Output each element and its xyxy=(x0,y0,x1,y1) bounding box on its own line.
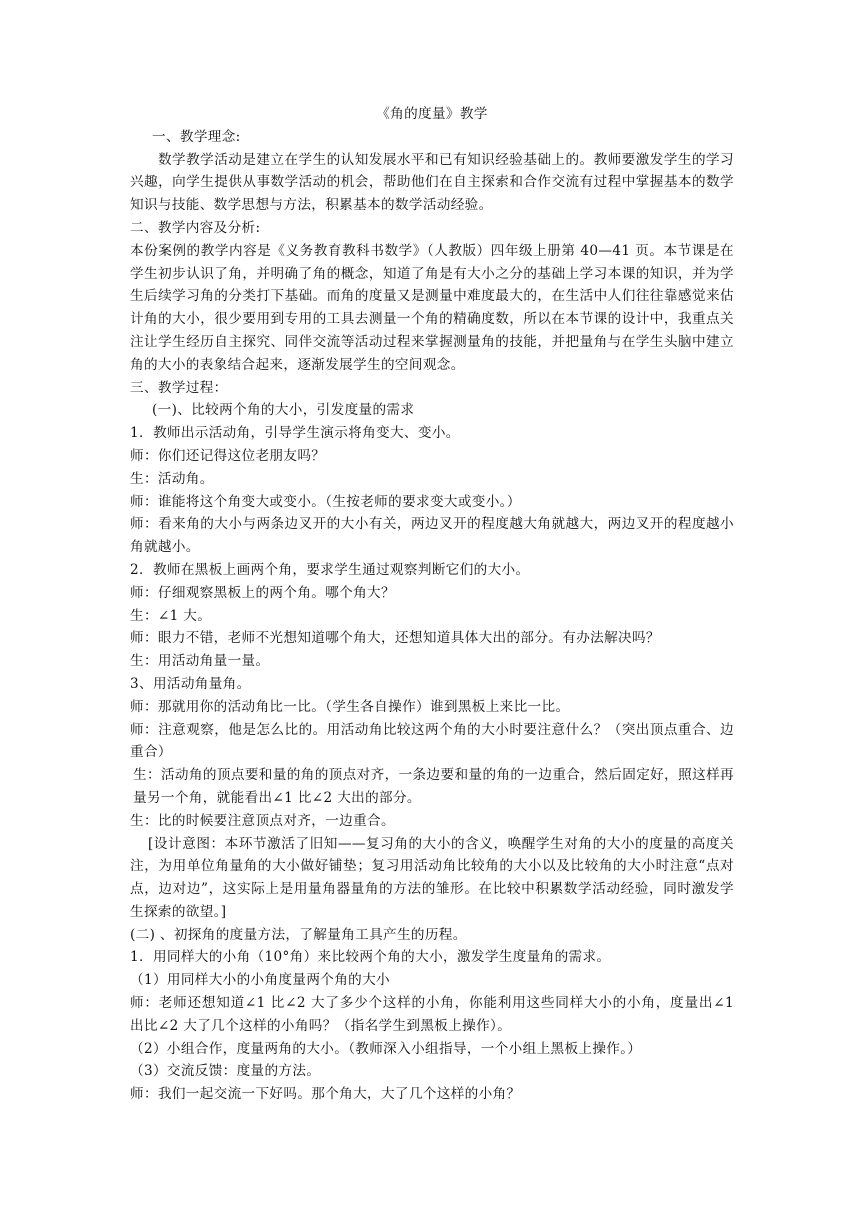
dialogue-line: 师：那就用你的活动角比一比。（学生各自操作）谁到黑板上来比一比。 xyxy=(130,698,570,715)
section-heading-content-analysis: 二、教学内容及分析: xyxy=(130,219,261,236)
document-body xyxy=(130,103,734,1106)
dialogue-line: 师：我们一起交流一下好吗。那个角大，大了几个这样的小角？ xyxy=(130,1086,521,1103)
dialogue-line: 师：仔细观察黑板上的两个角。哪个角大？ xyxy=(130,584,395,601)
dialogue-line: 生：活动角。 xyxy=(130,470,214,487)
dialogue-line: 师：你们还记得这位老朋友吗？ xyxy=(130,447,326,464)
section-heading-teaching-philosophy: 一、教学理念: xyxy=(152,128,241,145)
step-1: 1．教师出示活动角，引导学生演示将角变大、变小。 xyxy=(130,425,460,442)
dialogue-line: 生：活动角的顶点要和量的角的顶点对齐，一条边要和量的角的一边重合，然后固定好，照这样再量另一个角，就能看出∠1 比∠2 大出的部分。 xyxy=(133,767,734,806)
substep-3: （3）交流反馈：度量的方法。 xyxy=(130,1063,321,1080)
dialogue-line: 生：∠1 大。 xyxy=(130,607,212,624)
step-3: 3、用活动角量角。 xyxy=(130,675,251,692)
dialogue-line: 生：用活动角量一量。 xyxy=(130,653,270,670)
document-title: 《角的度量》教学 xyxy=(376,106,488,122)
substep-1: （1）用同样大小的小角度量两个角的大小 xyxy=(130,972,390,989)
subsection-heading-1: (一)、比较两个角的大小，引发度量的需求 xyxy=(152,402,415,419)
step-2: 2．教师在黑板上画两个角，要求学生通过观察判断它们的大小。 xyxy=(130,561,530,578)
section-heading-teaching-process: 三、教学过程： xyxy=(130,379,228,396)
dialogue-line: 生：比的时候要注意顶点对齐，一边重合。 xyxy=(130,812,395,829)
paragraph-philosophy: 数学教学活动是建立在学生的认知发展水平和已有知识经验基础上的。教师要激发学生的学习兴趣，向学生提供从事数学活动的机会，帮助他们在自主探索和合作交流有过程中掌握基本的数学知识与技能、数学思想与方法，积累基本的数学活动经验。 xyxy=(130,151,734,214)
design-intent-note: [设计意图：本环节激活了旧知——复习角的大小的含义，唤醒学生对角的大小的度量的高度关注，为用单位角量角的大小做好铺垫；复习用活动角比较角的大小以及比较角的大小时注意“点对点，边对边”，这实际上是用量角器量角的方法的雏形。在比较中积累数学活动经验，同时激发学生探索的欲望。] xyxy=(130,835,734,920)
paragraph-content-analysis: 本份案例的教学内容是《义务教育教科书数学》（人教版）四年级上册第 40—41 页。本节课是在学生初步认识了角，并明确了角的概念，知道了角是有大小之分的基础上学习本课的知识，并为学生后续学习角的分类打下基础。而角的度量又是测量中难度最大的，在生活中人们往往靠感觉来估计角的大小，很少要用到专用的工具去测量一个角的精确度数，所以在本节课的设计中，我重点关注让学生经历自主探究、同伴交流等活动过程来掌握测量角的技能，并把量角与在学生头脑中建立角的大小的表象结合起来，逐渐发展学生的空间观念。 xyxy=(130,242,734,373)
dialogue-line: 师：老师还想知道∠1 比∠2 大了多少个这样的小角，你能利用这些同样大小的小角，度量出∠1 出比∠2 大了几个这样的小角吗？（指名学生到黑板上操作）。 xyxy=(130,995,734,1034)
dialogue-line: 师：看来角的大小与两条边叉开的大小有关，两边叉开的程度越大角就越大，两边叉开的程度越小角就越小。 xyxy=(130,516,734,556)
substep-2: （2）小组合作，度量两角的大小。（教师深入小组指导，一个小组上黑板上操作。） xyxy=(130,1040,642,1057)
dialogue-line: 师：注意观察，他是怎么比的。用活动角比较这两个角的大小时要注意什么？（突出顶点重合、边重合） xyxy=(130,721,734,761)
dialogue-line: 师：眼力不错，老师不光想知道哪个角大，还想知道具体大出的部分。有办法解决吗？ xyxy=(130,630,660,647)
dialogue-line: 师：谁能将这个角变大或变小。（生按老师的要求变大或变小。） xyxy=(130,493,521,510)
subsection-heading-2: (二) 、初探角的度量方法，了解量角工具产生的历程。 xyxy=(130,926,467,943)
step-1-small-angle: 1．用同样大的小角（10°角）来比较两个角的大小，激发学生度量角的需求。 xyxy=(130,949,611,966)
